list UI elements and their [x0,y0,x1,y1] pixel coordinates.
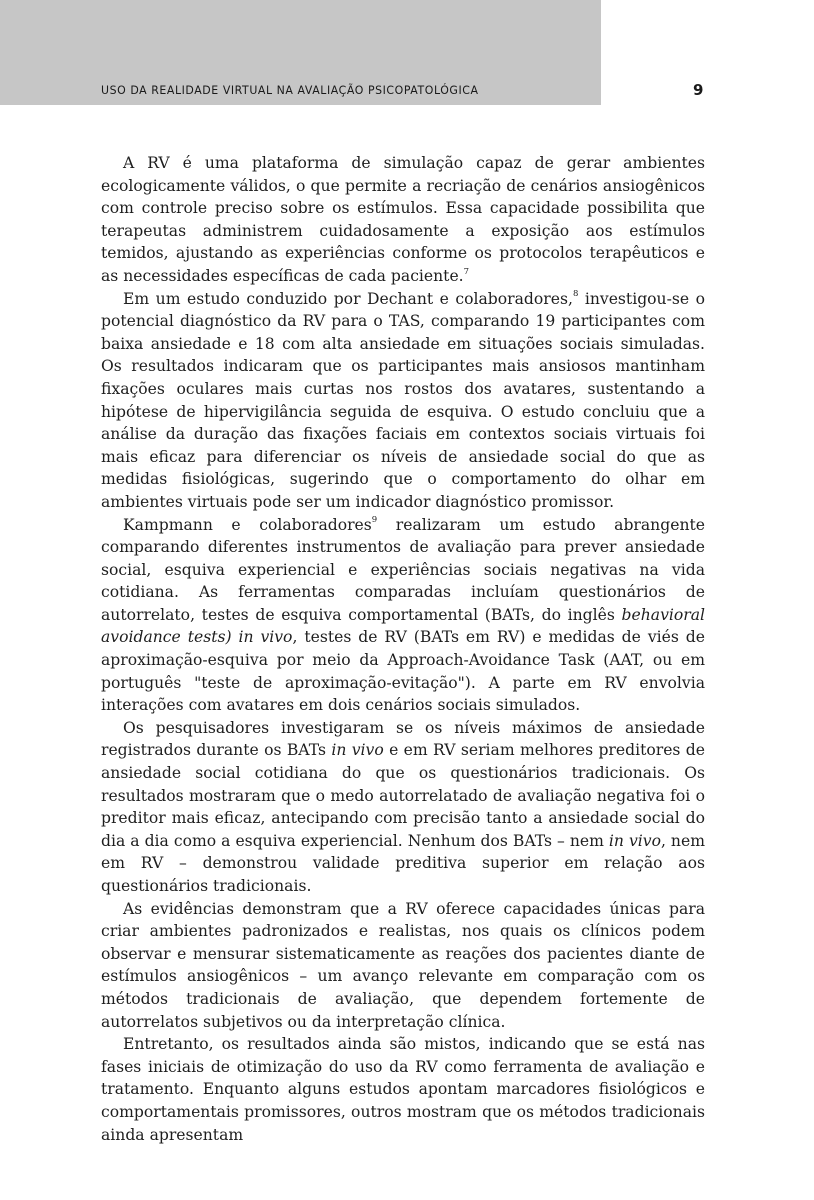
paragraph-4-italic-b: in vivo [608,831,661,850]
paragraph-5-text: As evidências demonstram que a RV oferece capacidades únicas para criar ambientes padronizados e realistas, nos quais os clínicos podem observar e mensurar sistematicamente as reações dos pacientes diante de estímulos ansiogênicos – um avanço relevante em comparação com os métodos tradicionais de avaliação, que dependem fortemente de autorrelatos subjetivos ou da interpretação clínica. [101,899,705,1031]
paragraph-4-italic-a: in vivo [331,741,384,760]
paragraph-1-text: A RV é uma plataforma de simulação capaz de gerar ambientes ecologicamente válidos, o que permite a recriação de cenários ansiogênicos com controle preciso sobre os estímulos. Essa capacidade possibilita que terapeutas administrem cuidadosamente a exposição aos estímulos temidos, ajustando as experiências conforme os protocolos terapêuticos e as necessidades específicas de cada paciente. [101,154,705,285]
paragraph-4 [101,717,705,898]
paragraph-2-text-a: Em um estudo conduzido por Dechant e colaboradores, [123,289,573,308]
paragraph-3-italic-a: behavioral avoidance tests) in vivo [101,605,705,647]
paragraph-3-text-c: , testes de RV (BATs em RV) e medidas de viés de aproximação-esquiva por meio da Approach-Avoidance Task (AAT, ou em português "teste de aproximação-evitação"). A parte em RV envolvia interações com avatares em dois cenários sociais simulados. [101,628,705,715]
paragraph-4-text-a: Os pesquisadores investigaram se os níveis máximos de ansiedade registrados durante os BATs [101,718,705,760]
paragraph-2 [101,288,705,514]
paragraph-2-text-b: investigou-se o potencial diagnóstico da RV para o TAS, comparando 19 participantes com baixa ansiedade e 18 com alta ansiedade em situações sociais simuladas. Os resultados indicaram que os participantes mais ansiosos mantinham fixações oculares mais curtas nos rostos dos avatares, sustentando a hipótese de hipervigilância seguida de esquiva. O estudo concluiu que a análise da duração das fixações faciais em contextos sociais virtuais foi mais eficaz para diferenciar os níveis de ansiedade social do que as medidas fisiológicas, sugerindo que o comportamento do olhar em ambientes virtuais pode ser um indicador diagnóstico promissor. [101,289,705,511]
paragraph-5 [101,898,705,1034]
paragraph-6-text: Entretanto, os resultados ainda são mistos, indicando que se está nas fases iniciais de otimização do uso da RV como ferramenta de avaliação e tratamento. Enquanto alguns estudos apontam marcadores fisiológicos e comportamentais promissores, outros mostram que os métodos tradicionais ainda apresentam [101,1035,705,1144]
page-number: 9 [693,81,704,99]
paragraph-4-text-b: e em RV seriam melhores preditores de ansiedade social cotidiana do que os questionários tradicionais. Os resultados mostraram que o medo autorrelatado de avaliação negativa foi o preditor mais eficaz, antecipando com precisão tanto a ansiedade social do dia a dia como a esquiva experiencial. Nenhum dos BATs – nem [101,741,705,850]
reference-9: 9 [371,515,378,526]
paragraph-3 [101,514,705,717]
paragraph-1 [101,152,705,288]
paragraph-6 [101,1033,705,1146]
paragraph-3-text-b: realizaram um estudo abrangente comparando diferentes instrumentos de avaliação para prever ansiedade social, esquiva experiencial e experiências sociais negativas na vida cotidiana. As ferramentas comparadas incluíam questionários de autorrelato, testes de esquiva comportamental (BATs, do inglês [101,515,705,624]
reference-7: 7 [463,266,470,277]
paragraph-4-text-c: , nem em RV – demonstrou validade preditiva superior em relação aos questionários tradicionais. [101,831,705,895]
reference-8: 8 [572,289,579,300]
header-band [0,0,601,105]
paragraph-3-text-a: Kampmann e colaboradores [123,515,372,534]
body-text [101,152,705,1146]
running-title: USO DA REALIDADE VIRTUAL NA AVALIAÇÃO PSICOPATOLÓGICA [101,83,479,97]
